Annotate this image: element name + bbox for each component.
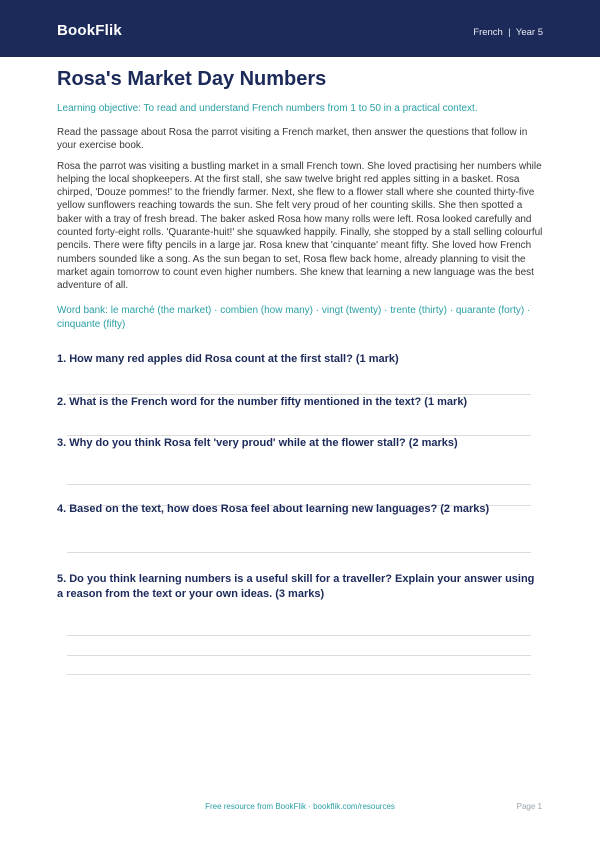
word-bank: Word bank: le marché (the market) · combien (how many) · vingt (twenty) · trente (thirty) · quarante (forty) · cinquante (fifty) [57, 304, 531, 330]
subject-year-label [473, 27, 543, 38]
answer-line[interactable] [67, 674, 531, 675]
answer-line[interactable] [67, 655, 531, 656]
answer-line[interactable] [67, 484, 531, 485]
learning-objective: Learning objective: To read and understand French numbers from 1 to 50 in a practical context. [57, 103, 478, 114]
question-3: 3. Why do you think Rosa felt 'very proud' while at the flower stall? (2 marks) [57, 436, 458, 449]
meta-separator: | [508, 27, 511, 38]
question-2: 2. What is the French word for the number fifty mentioned in the text? (1 mark) [57, 395, 468, 408]
footer-source-link[interactable]: Free resource from BookFlik · bookflik.com/resources [205, 802, 395, 811]
worksheet-content [57, 62, 543, 675]
questions-section [57, 352, 543, 675]
answer-line[interactable] [67, 552, 531, 553]
question-4: 4. Based on the text, how does Rosa feel about learning new languages? (2 marks) [57, 502, 490, 515]
year-label: Year 5 [515, 27, 543, 38]
page-number: Page 1 [516, 802, 542, 811]
page-title: Rosa's Market Day Numbers [57, 68, 327, 90]
answer-line[interactable] [67, 635, 531, 636]
question-1: 1. How many red apples did Rosa count at the first stall? (1 mark) [57, 352, 399, 365]
question-5: 5. Do you think learning numbers is a useful skill for a traveller? Explain your answer using a reason from the text or your own ideas. (3 marks) [57, 572, 535, 600]
reading-passage: Rosa the parrot was visiting a bustling market in a small French town. She loved practising her numbers while helping the local shopkeepers. At the first stall, she saw twelve bright red apples sitting in a basket. Rosa chirped, 'Douze pommes!' to the friendly farmer. Next, she flew to a flower stall where she counted thirty-five yellow sunflowers reaching towards the sun. She felt very proud of her counting skills. She then spotted a baker with a tray of fresh bread. The baker asked Rosa how many rolls were left. Rosa looked carefully and counted forty-eight rolls. 'Quarante-huit!' she squawked happily. Finally, she stopped by a stall selling colourful pencils. There were fifty pencils in a large jar. Rosa knew that 'cinquante' meant fifty. She loved how French numbers sounded like a song. As the sun began to set, Rosa flew back home, already planning to visit the market again tomorrow to count even higher numbers. She knew that learning a new language was the best adventure of all. [57, 160, 543, 292]
brand-logo: BookFlik [57, 22, 122, 39]
page-header [0, 0, 600, 57]
subject-label: French [473, 27, 503, 38]
instructions: Read the passage about Rosa the parrot visiting a French market, then answer the questions that follow in your exercise book. [57, 127, 528, 152]
